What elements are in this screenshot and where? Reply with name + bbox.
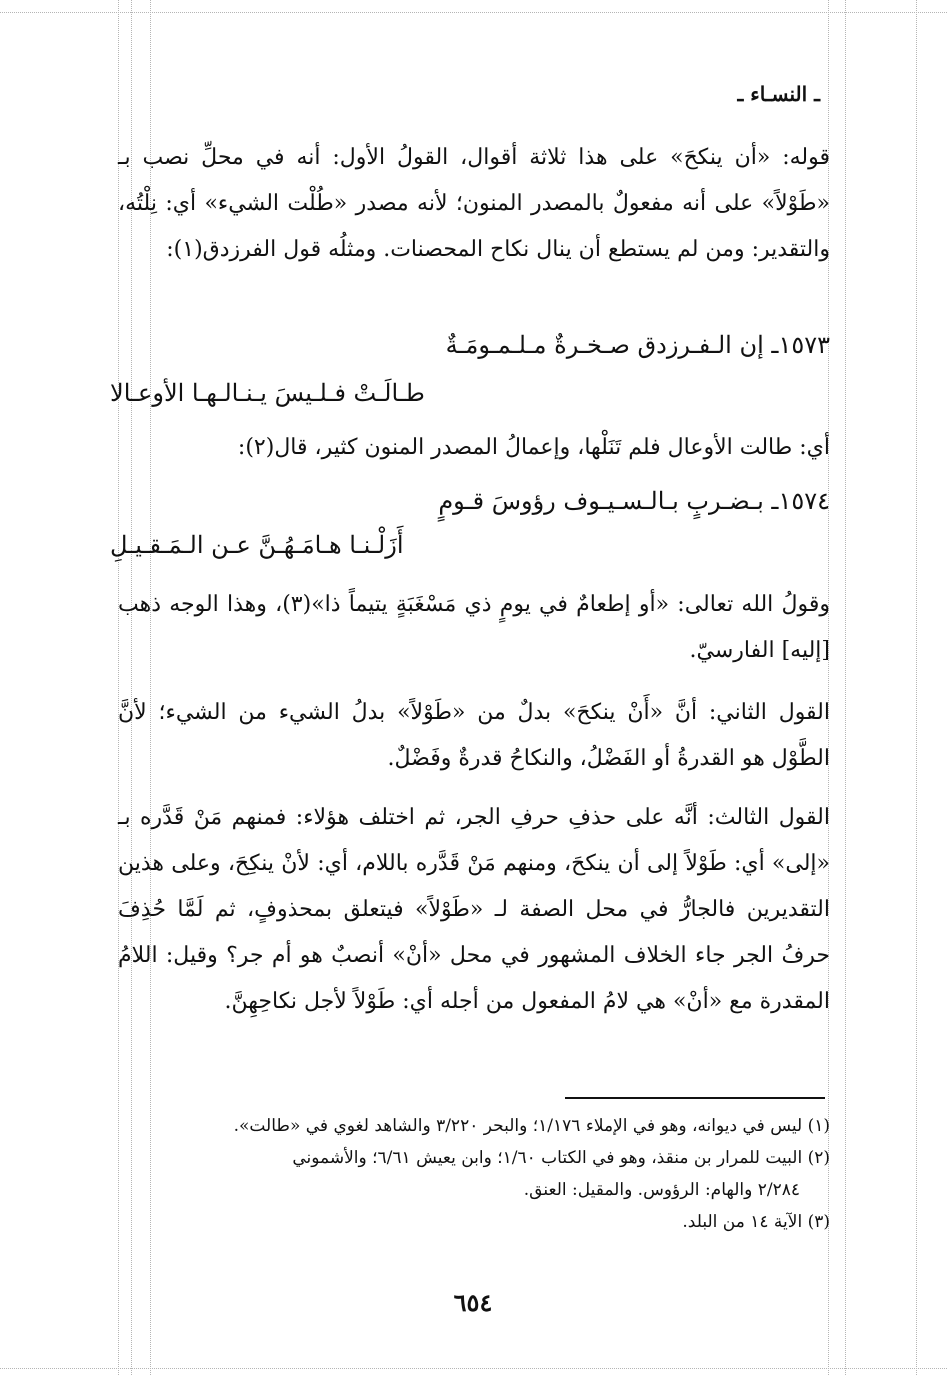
running-header: ـ النسـاء ـ (737, 82, 820, 106)
scan-dot-line (0, 12, 947, 13)
page-number: ٦٥٤ (453, 1288, 493, 1317)
scan-dot-line (916, 0, 917, 1375)
paragraph-explanation: أي: طالت الأوعال فلم تَنَلْها، وإعمالُ المصدر المنون كثير، قال(٢): (237, 435, 830, 460)
footnotes (110, 1110, 830, 1238)
verse-1574-first-hemistich: ١٥٧٤ـ بـضـربٍ بـالـسـيـوف رؤوسَ قـومٍ (438, 487, 830, 515)
footnote-separator (565, 1097, 825, 1099)
footnote-1: (١) ليس في ديوانه، وهو في الإملاء ١/١٧٦؛ والبحر ٣/٢٢٠ والشاهد لغوي في «طالت». (233, 1116, 830, 1136)
footnote-2-continued: ٢/٢٨٤ والهام: الرؤوس. والمقيل: العنق. (523, 1180, 800, 1200)
verse-1574-second-hemistich: أَزَلْـنـا هـامَـهُـنَّ عـن الـمَـقـيـلِ (110, 531, 404, 559)
paragraph-quran-quote: وقولُ الله تعالى: «أو إطعامٌ في يومٍ ذي مَسْغَبَةٍ يتيماً ذا»(٣)، وهذا الوجه ذهب [إليه] الفارسيّ. (118, 592, 830, 663)
paragraph-intro: قوله: «أن ينكحَ» على هذا ثلاثة أقوال، القولُ الأول: أنه في محلِّ نصب بـ «طَوْلاً» على أنه مفعولٌ بالمصدر المنون؛ لأنه مصدر «طُلْت الشيء» أي: نِلْتُه، والتقدير: ومن لم يستطع أن ينال نكاح المحصنات. ومثلُه قول الفرزدق(١): (118, 145, 830, 262)
verse-1573-second-hemistich: طـالَـتْ فـلـيسَ يـنـالـهـا الأوعـالا (110, 379, 425, 407)
scan-dot-line (845, 0, 846, 1375)
footnote-2: (٢) البيت للمرار بن منقذ، وهو في الكتاب ١/٦٠؛ وابن يعيش ٦/٦١؛ والأشموني (292, 1148, 830, 1168)
footnote-3: (٣) الآية ١٤ من البلد. (682, 1212, 830, 1232)
paragraph-third-opinion: القول الثالث: أنَّه على حذفِ حرفِ الجر، ثم اختلف هؤلاء: فمنهم مَنْ قَدَّره بـ «إلى» أي: طَوْلاً إلى أن ينكحَ، ومنهم مَنْ قَدَّره باللام، أي: لأنْ ينكِحَ، وعلى هذين التقديرين فالجارُّ في محل الصفة لـ «طَوْلاً» فيتعلق بمحذوفٍ، ثم لَمَّا حُذِفَ حرفُ الجر جاء الخلاف المشهور في محل «أنْ» أنصبٌ هو أم جر؟ وقيل: اللامُ المقدرة مع «أنْ» هي لامُ المفعول من أجله أي: طَوْلاً لأجل نكاحِهِنَّ. (118, 805, 830, 1014)
verse-1573-first-hemistich: ١٥٧٣ـ إن الـفـرزدق صـخـرةٌ مـلـمـومَـةٌ (445, 331, 830, 359)
scan-dot-line (0, 1368, 947, 1369)
paragraph-second-opinion: القول الثاني: أنَّ «أَنْ ينكحَ» بدلٌ من «طَوْلاً» بدلُ الشيء من الشيء؛ لأنَّ الطَّوْل هو القدرةُ أو الفَضْلُ، والنكاحُ قدرةٌ وفَضْلٌ. (118, 700, 830, 771)
